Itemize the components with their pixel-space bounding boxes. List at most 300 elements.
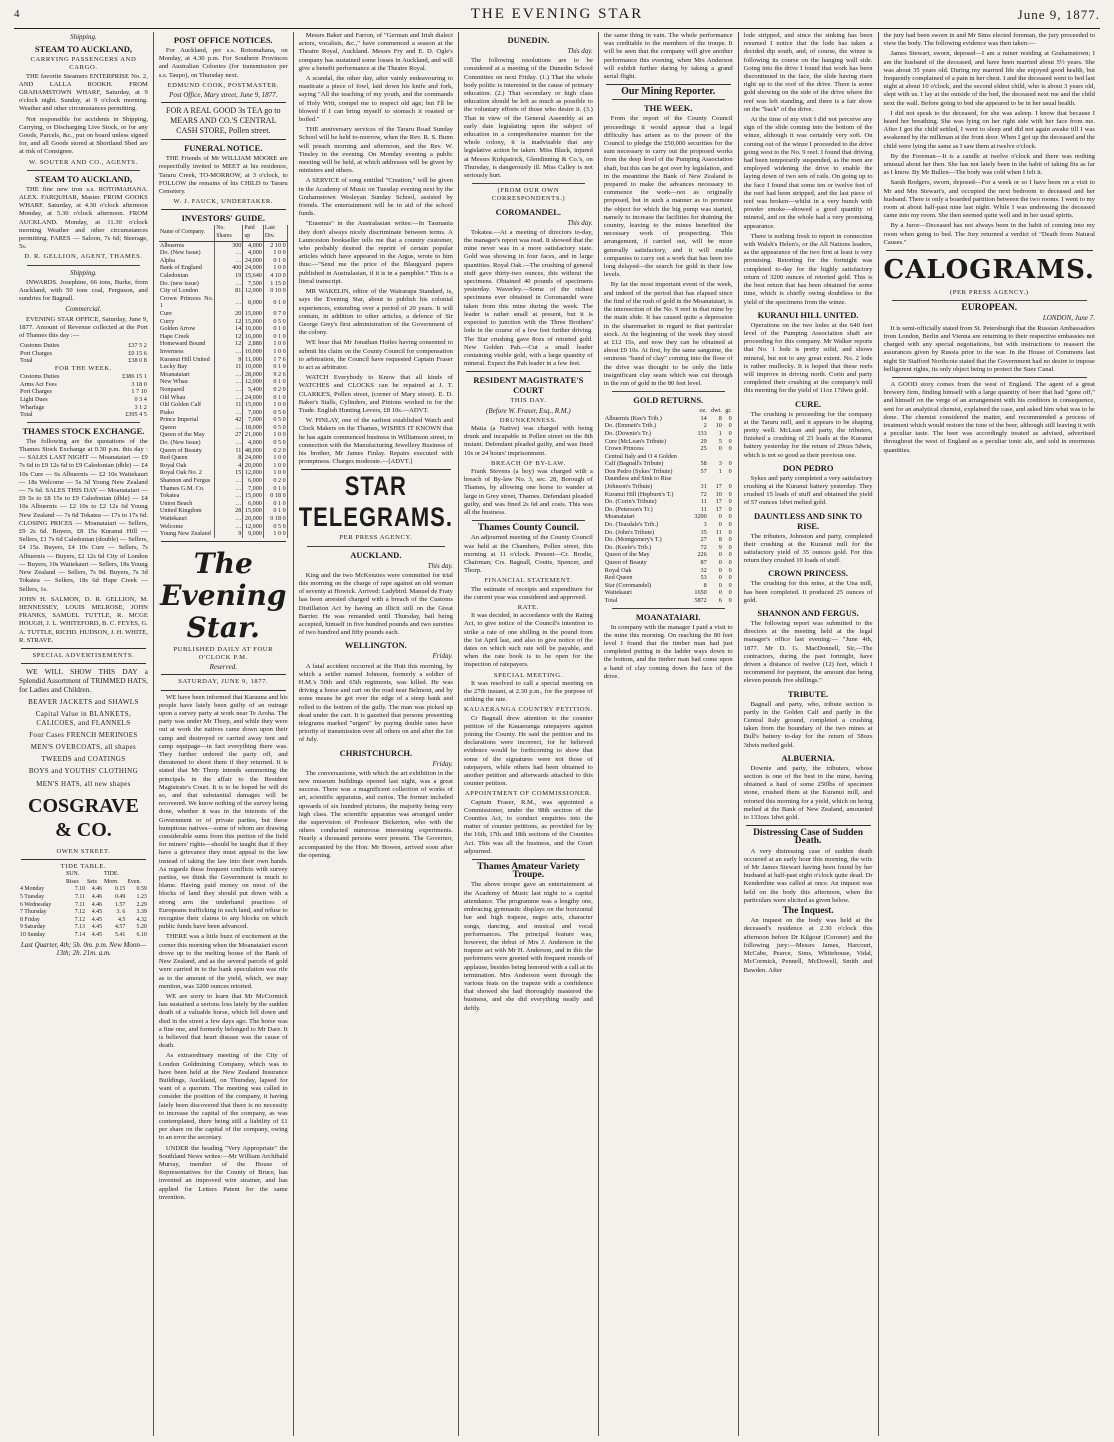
column-header: No. Shares [215, 225, 243, 241]
cell: dwt. [710, 407, 722, 415]
cell: 17 [715, 498, 722, 506]
cell: 0 [728, 483, 732, 491]
cell: 11 [700, 505, 707, 513]
auckland-day: This day. [427, 561, 453, 570]
cell: Wharfage [20, 403, 45, 411]
cell: gr. [725, 407, 732, 415]
table-row [159, 310, 287, 318]
cell: 0 [728, 596, 732, 604]
cell: 3 [718, 460, 722, 468]
cell: 0 [728, 505, 732, 513]
post-office-text: For Auckland, per s.s. Rotomahana, on Monday, at 4.30 p.m. For Southern Provinces and Australian Colonies (for transmission per s.s. Taupo), on Thursday next. [158, 47, 288, 79]
table-row [159, 394, 287, 402]
inquest-heading: The Inquest. [782, 906, 834, 917]
cell: 9 [718, 543, 722, 551]
cell: 1 0 0 [263, 348, 287, 356]
cell: £38 0 8 [128, 357, 147, 365]
cell: 12 [215, 340, 243, 348]
tribute-text: Bagnall and party, who, tribute section is partly in the Golden Calf and partly in the Central Italy ground, completed a crushing taken from the boundary of the two mines at Bull's battery to-day for the return of 58ozs 3dwts melted gold. [743, 700, 873, 749]
cell: 7.13 [74, 924, 86, 931]
coromandel-heading: COROMANDEL. [495, 206, 562, 217]
albuernia-text: Downie and party, the tributers, whose section is one of the best in the mine, having obtained a haul of some 250lbs of specimen stone, crushed them at the Kuranui mill, and retorted this morning for a yield, which on being melted at the Bank of New Zealand, amounted to 133ozs 1dwt gold. [743, 764, 873, 822]
cell: 14 [700, 414, 707, 422]
ad-line: MEN'S OVERCOATS, all shapes [30, 742, 137, 751]
paragraph: THE anniversary services of the Tararu Road Sunday School will be held to-morrow, when the Rev. R. S. Bunn will preach morning and afternoon, and the Rev. W. Tinsley in the evening. On Monday evening a public meeting will be held, at which addresses will be given by ministers and others. [298, 126, 453, 175]
cell: 0 [728, 445, 732, 453]
cell: 42 [215, 416, 243, 424]
cell [19, 879, 65, 887]
cell: 0 [728, 437, 732, 445]
county-text: Captain Fraser, R.M., was appointed a Commissioner, under the 98th section of the Counties Act, to conduct enquiries into the matter of counter petitions, as provided for by the 16th, 17th and 18th sections of the Counties Act. This was all the business, and the Court adjourned. [463, 798, 593, 855]
cell: 72 [700, 543, 707, 551]
cell: … [215, 477, 243, 485]
cell: 4 10 0 [263, 272, 287, 280]
calograms-heading: CALOGRAMS. [883, 255, 1095, 286]
funeral-heading: FUNERAL NOTICE. [184, 143, 263, 154]
cell: 5,400 [243, 386, 264, 394]
cell: 1.57 [115, 901, 126, 908]
table-row [159, 225, 287, 241]
cell: 4.46 [91, 886, 103, 893]
county-sub: APPOINTMENT OF COMMISSIONER. [464, 790, 592, 798]
table-row [604, 559, 733, 567]
star-telegrams-heading: STAR TELEGRAMS. [298, 471, 453, 533]
cell: £395 4 5 [125, 411, 147, 419]
cell: 9 [215, 356, 243, 364]
cell: 0 [728, 581, 732, 589]
county-sub: RATE. [517, 603, 539, 611]
editorial: As extraordinary meeting of the City of London Goldmining Company, which was to have been held at the New Zealand Insurance Buildings, Auckland, on Thursday, lapsed for want of a quorum. The meeting was called to consider the position of the company, it having lately been discovered that there is no necessity to increase the capital of the company, as was contemplated, there being still a liability of £1 per share on the capital of the company, owing to an error the secretary. [158, 1052, 288, 1142]
cell: 7.14 [74, 931, 86, 938]
cell [126, 871, 148, 879]
county-text: The estimate of receipts and expenditure for the current year was considered and approved. [463, 585, 593, 601]
cell: 5 Tuesday [20, 893, 45, 900]
editorial: WE are sorry to learn that Mr McCormick has sustained a serious loss lately by the sudden death of a valuable horse, which fell down and died in the street a few days ago. The horse was a fine one, and formerly belonged to Mr Dare. It is believed that heart disease was the cause of death. [158, 992, 288, 1050]
paragraph: By a Juror—Deceased has not always been in the habit of coming into my room when going to bed. The Jury returned a verdict of "Death from Natural Causes." [883, 222, 1095, 246]
cell: 0 [728, 498, 732, 506]
cell: 4,000 [243, 249, 264, 257]
rm-sub: DRUNKENNESS. [499, 416, 557, 424]
cell: Do. (Downie's Tr.) [604, 429, 651, 437]
cell: 0 1 0 [263, 500, 287, 508]
european-heading: EUROPEAN. [961, 303, 1018, 314]
cell: Do. (New Issue) [159, 249, 215, 257]
cell: Royal Oak No. 2 [159, 469, 215, 477]
watch-ad: WATCH Everybody to Know that all kinds of WATCHES and CLOCKS can be repaired at J. T. CLARKE'S, Pollen street, (corner of Mary street). E. D. Baker's Stalls, Cylinders, and Pinions worked in for the Trade. English Hunting Levers, £8 10s.—ADVT. [298, 374, 453, 414]
cell: Dauntless and Sink to Rise [604, 475, 672, 483]
reserved-line: Reserved. [209, 663, 237, 672]
cell: 58 [700, 460, 707, 468]
cell: Do. (Keefe's Trib.) [604, 543, 652, 551]
cell: 0 18 0 [263, 492, 287, 500]
per-press-agency: PER PRESS AGENCY. [339, 534, 413, 542]
cell: … [215, 409, 243, 417]
table-row [19, 357, 148, 365]
page-number: 4 [14, 8, 20, 20]
table-row [19, 411, 148, 419]
cell: Prince Imperial [159, 416, 215, 424]
steam2-heading: STEAM TO AUCKLAND, [34, 173, 133, 184]
column-5 [599, 32, 739, 1436]
cell: 4,000 [243, 241, 264, 249]
cell: 3 18 0 [131, 380, 147, 388]
cell: United Kingdom [159, 507, 215, 515]
cell: 0 2 0 [263, 477, 287, 485]
cell: 15 [215, 469, 243, 477]
post-office-sign: EDMUND COOK, POSTMASTER. [167, 81, 280, 89]
gold-returns-table [604, 407, 733, 604]
cell [723, 475, 733, 483]
cell: 7,000 [243, 485, 264, 493]
cell: New Whau [159, 378, 215, 386]
cell: 5.20 [136, 924, 147, 931]
troupe-text: The above troupe gave an entertainment at the Academy of Music last night to a capital attendance. The programme was a lengthy one, embracing gymnastic displays on the horizontal bar and high trapeze, negro acts, character songs, dancing, and musical and vocal performances. The principal feature was, however, the debut of Mrs J. Anderson in the trapeze act with Mr H. Anderson, and in this the performers were greeted with frequent rounds of applause, besides being honored with a call at its termination. Mrs Anderson went through the various feats on the trapeze with a confidence that showed she had thoroughly mastered the business, and she did everything neatly and deftly. [463, 881, 593, 1012]
table-row [604, 536, 733, 544]
inwards-text: INWARDS. Josephine, 66 tons, Burke, from Auckland, with 50 tons coal, Ferguson, and sundries for Bagnall. [19, 278, 148, 303]
published-line: PUBLISHED DAILY AT FOUR O'CLOCK P.M. [173, 645, 274, 661]
cell: 0 [728, 551, 732, 559]
table-row [604, 567, 733, 575]
dunedin-heading: DUNEDIN. [507, 35, 550, 45]
table-row [159, 416, 287, 424]
crown-princess-text: The crushing for this mine, at the Una mill, has been completed. It produced 25 ounces of gold. [743, 580, 873, 604]
cell: 1 [718, 429, 722, 437]
cell: 7 Thursday [20, 909, 47, 916]
county-council-heading: Thames County Council. [477, 523, 579, 534]
county-text: It was decided, in accordance with the Rating Act, to give notice of the Council's intention to strike a rate of one shilling in the pound from the 1st April last, and also to give notice of the dates on which such rate will be payable, and when the rate book is to be open for the inspection of ratepayers. [463, 612, 593, 669]
crown-princess-heading: CROWN PRINCESS. [768, 568, 848, 579]
cell: 0 1 0 [263, 295, 287, 310]
cell: 21,000 [243, 431, 264, 439]
cell: 5 [718, 437, 722, 445]
cell [708, 475, 723, 483]
table-row [604, 574, 733, 582]
cell: 4.45 [91, 924, 103, 931]
table-row [159, 272, 287, 280]
table-row [159, 454, 287, 462]
cell: oz. [699, 407, 707, 415]
table-row [159, 386, 287, 394]
table-row [604, 483, 733, 491]
cell: TIDE. [104, 871, 119, 878]
rm-text: Matia (a Native) was charged with being drunk and incapable in Pollen street on the 8th instant. Defendant pleaded guilty, and was fined 10s or 24 hours' imprisonment. [463, 424, 593, 457]
table-row [19, 381, 148, 389]
cell: Cure [159, 310, 215, 318]
cure-text: The crushing is proceeding for the company at the Tararu mill, and it appears to be shaping pretty well. McLean and party, the tributers, finished a crushing of 23 loads at the Kuranui battery yesterday for the return of 29ozs 5dwts, which is not so good as their previous one. [743, 410, 873, 459]
cell: 0 1 0 [263, 257, 287, 265]
table-row [159, 477, 287, 485]
cell: Kuranui Hill (Hepburn's T.) [604, 490, 674, 498]
cell: 10,000 [243, 363, 264, 371]
week-text: By far the most important event of the week, and indeed of the period that has elapsed since the find of the rush of gold in the Moanataiari, is the intersection of the No. 9 reef in that mine by the main slide. It has caused quite a depression in the sharemarket in regard to that particular stock. At the beginning of the week they stood at £12 15s, and now they can be obtained at about £9 10s. At first, by the same sanguine, the ominous "band of clay" coming into the floor of the drive was thought to be only the little insignificant clay seam which was cut through in the run of gold in the 80 feet level. [603, 281, 733, 387]
cell: 0 5 0 [263, 318, 287, 326]
cell: Cure (McLean's Tribute) [604, 437, 667, 445]
table-row [604, 453, 733, 461]
cell: 1 0 0 [263, 401, 287, 409]
cell: … [215, 523, 243, 531]
revenue-table-week [19, 373, 148, 419]
table-row [159, 356, 287, 364]
paragraph: James Stewart, sworn, deposed—I am a miner residing at Grahamstown; I am the husband of the deceased, and have been married about 5½ years. She was about 35 years old. During my married life she enjoyed good health, but frequently complained of a pain in her chest. I and the deceased went to bed last night at about 10 o'clock, and the second eldest child, who is about 3 years old, slept with us. I lay at the outside of the bed, the deceased next me and the child next the wall. Before going to bed she appeared to be in her usual health. [883, 50, 1095, 107]
cell: Moanataiari [604, 513, 635, 521]
cell: 12 [215, 333, 243, 341]
cell: 32 [700, 566, 707, 574]
cell: 0 [728, 460, 732, 468]
cell: 7.12 [74, 909, 86, 916]
rm-before: (Before W. Fraser, Esq., R.M.) [486, 406, 571, 415]
column-6 [739, 32, 879, 1436]
cell: 29 [700, 437, 707, 445]
cell: Red Queen [159, 454, 215, 462]
cell: Old Whau [159, 394, 215, 402]
cell: 0 1 0 [263, 325, 287, 333]
cell: Tokatea [159, 492, 215, 500]
paragraph: Sarah Rodgers, sworn, deposed—For a week or so I have been on a visit to Mr and Mrs Stewart's, and occupied the next bedroom to deceased and her husband. There is only a boarded partition between the two rooms. I went to my room at about half-past nine last night. While I was undressing the deceased came into my room. She then seemed quite well and in her usual spirits. [883, 179, 1095, 220]
cell: Arms Act Fees [20, 380, 57, 388]
cell: 4 [215, 462, 243, 470]
cell: 7,500 [243, 280, 264, 288]
european-text: It is semi-officially stated from St. Petersburgh that the Russian Ambassadors from London, Berlin and Vienna are returning to their respective embassies not charged with any special negotiations, but with instructions to reassert the assurances given by Russia prior to the war. In the House of Commons last night Sir Stafford Northcote stated that the Government had no desire to impose belligerent rights, its only object being to protect the Suez Canal. [883, 324, 1095, 373]
tea-ad: FOR A REAL GOOD 3s TEA go to MEARS AND CO.'S CENTRAL CASH STORE, Pollen street. [166, 106, 281, 136]
paragraph: Messrs Baker and Farron, of "German and Irish dialect actors, vocalists, &c.," have commenced a season at the Theatre Royal, Auckland. Messrs Fry and E. D. Ogle's company has sustained some losses in Auckland, and will give a benefit performance at the Theatre Royal. [298, 32, 453, 72]
cell: Morn. [104, 878, 119, 885]
broker-list: JOHN H. SALMON, D. R. GELLION, M. HENNESSEY, LOUIS MELROSE, JOHN FRANKS, SAMUEL TUTTLE, R. MCGE HOUGH, J. L. WHITEFORD, B. C. FEYES, G. A. TUTTLE, RICHD. HUDSON, J. H. WHITE, R. STRAVE. [19, 595, 148, 644]
county-sub: KAUAERANGA COUNTRY PETITION. [463, 706, 593, 714]
cell: (Johnson's Tribute) [604, 483, 653, 491]
cell: 1 7 10 [131, 388, 147, 396]
cell: Welcome [159, 523, 215, 531]
column-2 [154, 32, 294, 1436]
variety-troupe-heading: Thames Amateur Variety Troupe. [477, 862, 580, 881]
shipping2-heading: Shipping. [70, 268, 97, 277]
cell: … [215, 378, 243, 386]
table-row [604, 582, 733, 590]
investors-table [159, 225, 288, 537]
table-row [159, 241, 287, 249]
cell: 10,000 [243, 325, 264, 333]
table-row [159, 469, 287, 477]
table-row [159, 500, 287, 508]
steam2-agent: D. R. GELLION, AGENT, THAMES. [24, 253, 143, 261]
cell: Crown Princess [604, 445, 644, 453]
cell: 7,000 [243, 409, 264, 417]
cell: 3.39 [136, 909, 147, 916]
ad-line: MEN'S HATS, all new shapes [36, 779, 131, 788]
cell: 8 [215, 454, 243, 462]
sudden-death-heading: Distressing Case of Sudden Death. [753, 828, 864, 847]
cell: 0 [728, 543, 732, 551]
cell: 0 [718, 551, 722, 559]
cell: 28 [215, 507, 243, 515]
coromandel-day: This day. [567, 218, 593, 227]
cell: 6,000 [243, 477, 264, 485]
cell: … [215, 439, 243, 447]
cell: 1 0 0 [263, 469, 287, 477]
cell: Queen of the May [604, 551, 650, 559]
coromandel-text: Tokatea.—At a meeting of directors to-day, the manager's report was read. It showed that the mine never was in a more satisfactory state. Gold was showing in four faces, and in large quantities. Royal Oak.—The crushing of general stuff gave thirty-two ounces, this without the specimens. Obtained 40 pounds of specimens yesterday. Waverley.—Some of the richest specimens ever obtained in Coromandel were taken from this mine during the week. The leader is rather small at present, but it is expected to junction with the Three Brothers' lode in the course of a few feet further driving. The Star crushing gave 8ozs of retorted gold. New Golden Pah.—Cut a small leader containing visible gold, with a large quantity of mineral. Expect the Pah leader in a few feet. [463, 228, 593, 368]
cell: Do. (Montgomery's T.) [604, 536, 662, 544]
own-correspondents: (FROM OUR OWN CORRESPONDENTS.) [491, 187, 566, 203]
cell: 0 [728, 589, 732, 597]
cell: Calf (Bagnall's Tribute) [604, 460, 664, 468]
cell: 1 [718, 467, 722, 475]
cell: 6 Wednesday [20, 901, 52, 908]
table-row [159, 431, 287, 439]
ship-agent: W. SOUTER AND CO., AGENTS. [29, 158, 138, 166]
cell: 0 2 0 [263, 386, 287, 394]
tide-table [19, 871, 148, 939]
cell: Nonpareil [159, 386, 215, 394]
paragraph: the jury had been sworn in and Mr Sims elected foreman, the jury proceeded to view the body. The following evidence was then taken:— [883, 32, 1095, 48]
table-row [159, 485, 287, 493]
cell: 0 18 0 [263, 515, 287, 523]
table-row [604, 513, 733, 521]
cell: 12,000 [243, 469, 264, 477]
shannon-heading: SHANNON AND FERGUS. [757, 607, 859, 618]
paragraph: A scandal, the other day, after vainly endeavouring to masticate a piece of fowl, laid down his knife and fork, saying "All the teaching of my youth, and the commands of Holy Writ, compel me to respect old age; but I'll be blowed if I can bring myself to stomach it roasted or boiled." [298, 75, 453, 124]
cell: Young New Zealand [159, 530, 215, 538]
cell: Union Beach [159, 500, 215, 508]
tide-table-heading: TIDE TABLE. [60, 862, 107, 870]
stock-exchange-text: The following are the quotations of the Thames Stock Exchange at 0.30 p.m. this day :— SALES LAST NIGHT — Moanataiari — £9 7s 6d to £9 12s 6d to £9 Caledonian (dble) — £4 10s Cure — 6s Albuernis — £2 10s Waitekauri — 18s Welcome — 5s 3d Young New Zealand — 7s 6d. SALES THIS DAY — Moanataiari — £9 5s to £8 15s to £9 Caledonian (dble) — £4 10s Albuernis — £2 10s to £2 12s 6d Young New Zealand — 7s 6d Tokatea — 17s to 17s 6d. CLOSING PRICES — Moanataiari — Sellers, £9 2s 6d. Buyers, £8 15s Kuranui Hill — Sellers, £1 7s 6d Caledonian (double) — Sellers, £4 15s. Buyers, £4 10s Cure — Sellers, 7s Albuernis — Buyers, £2 12s 6d City of London — Buyers, 10s Waitekauri — Sellers, 18s Young New Zealand — Sellers, 7s 9d. Buyers, 7s 3d Tokatea — Sellers, 18s 6d Hape Creek — Sellers, 1s. [19, 437, 148, 593]
carrying-line: CARRYING PASSENGERS AND CARGO. [30, 56, 137, 72]
cell: 1 7 6 [263, 356, 287, 364]
don-pedro-heading: DON PEDRO [782, 462, 834, 473]
table-row [159, 409, 287, 417]
paragraph: There is nothing fresh to report in connection with Walsh's Helen's, or the All Nations leaders, as the appearance of the two first at least is very promising. Retorting for the fortnight was completed to-day for the highly satisfactory return of 3200 ounces of retorted gold. This is the best return that has been obtained for some time, which is chiefly owing doubtless to the yield of the specimens from the winze. [743, 232, 873, 306]
tribute-heading: TRIBUTE. [787, 688, 829, 699]
cell: 0 10 0 [263, 287, 287, 295]
wellington-heading: WELLINGTON. [344, 640, 407, 651]
table-row [19, 342, 148, 350]
cell: 0 5 0 [263, 439, 287, 447]
cell: 0 1 0 [263, 394, 287, 402]
cell: 4 Monday [20, 886, 45, 893]
table-row [19, 917, 148, 925]
cell: Port Charges [20, 388, 53, 396]
cell: 20,000 [243, 515, 264, 523]
cell: 11 [700, 498, 707, 506]
table-row [159, 401, 287, 409]
cell: 7.11 [74, 901, 86, 908]
cell: 1.23 [136, 893, 147, 900]
cell: 9 2 6 [263, 371, 287, 379]
cell: … [215, 280, 243, 288]
cell: 12 [215, 318, 243, 326]
shipping-heading: Shipping. [70, 33, 97, 41]
cell: 0 [728, 429, 732, 437]
christchurch-text: The conversazione, with which the art exhibition in the new museum buildings opened last night, was a great success. There was a magnificent collection of works of art, scientific apparatus, and curios. The former included upwards of six hundred pictures, the majority being very high class. The scientific apparatus was arranged under the supervision of Professor Bickerton, who with the others conducted numerous interesting experiments. Nearly a thousand persons were present. The Governor, accompanied by the Hon. Mr Bowen, arrived soon after the opening. [298, 769, 453, 859]
steam-heading: STEAM TO AUCKLAND, [34, 44, 133, 55]
cell: 400 [215, 264, 243, 272]
cell: 9 [215, 530, 243, 538]
table-row [159, 264, 287, 272]
paragraph: MR WAKELIN, editor of the Wairarapa Standard, is, says the Evening Star, about to publish his colonial experiences, extending over a period of 20 years. It will contain, in addition to other articles, a defence of Sir George Grey's first administration of the Government of the colony. [298, 288, 453, 337]
cell: 0 [728, 414, 732, 422]
cell: Do. (new issue) [159, 280, 215, 288]
auckland-heading: AUCKLAND. [350, 549, 402, 560]
owen-street: OWEN STREET. [56, 847, 111, 855]
cell: 0 [728, 559, 732, 566]
ship-note: Not responsible for accidents in Shipping, Carrying, or Discharging Live Stock, or for any Goods, Parcels, &c., put on board unless signed for, and all Goods stored at Shortland Shed are at risk of Consignee. [19, 115, 148, 156]
table-row [604, 460, 733, 468]
newspaper-title: THE EVENING STAR [470, 6, 644, 22]
paragraph: WE hear that Mr Jonathan Hoiles having consented to submit his claim on the County Council for compensation to arbitration, the Council have requested Captain Fraser to act as arbitrator. [298, 339, 453, 371]
cell: 0 [728, 528, 732, 536]
cell: 27 [215, 431, 243, 439]
cell: 8,000 [243, 295, 264, 310]
table-row [159, 424, 287, 432]
tide-note: Last Quarter, 4th; 5h. 0m. p.m. New Moon—13th; 2h. 21m. a.m. [20, 940, 147, 957]
cell: 12,000 [243, 287, 264, 295]
cell: Queen of the May [159, 431, 215, 439]
cell: Red Queen [604, 574, 633, 582]
cell: 0 5 0 [263, 424, 287, 432]
kuranui-heading: KURANUI HILL UNITED. [757, 309, 859, 320]
cell: … [215, 386, 243, 394]
commercial-text: EVENING STAR OFFICE, Saturday, June 9, 1877. Amount of Revenue collected at the Port of Thames this day :— [19, 315, 148, 340]
cell: Sets [87, 878, 97, 885]
paragraph: lode stripped, and since the sinking has been resumed I notice that the lode has taken a decided dip south, and, of course, the winze is following its course on the hanging wall side. Going into the drive I found that work has been discontinued in the face, the slide having risen right up to the roof of the drive. There is some gold showing on the side of the drive where the reef was left standing, and there is a fair show on the "back" of the drive. [743, 32, 873, 113]
week-label: FOR THE WEEK. [54, 365, 113, 373]
post-office-heading: POST OFFICE NOTICES. [173, 35, 273, 45]
week-text: From the report of the County Council proceedings it would appear that a legal difficulty has arisen as to the power of the Council to pledge the £50,000 securities for the sum necessary to carry out the proposed works from the deep level of the Pumping Association shaft, but this can be got over by legislation, and in the meantime the Bank of New Zealand is prepared to make the advances necessary to commence the work—not as originally proposed, but in such a manner as to promote the object for which the big pump was started, namely to increase the facilities for draining the country, leaving to the mines benefited the necessary work of prospecting. This arrangement, if carried out, will be more generally satisfactory, and it will enable companies to carry out a work that has been too long delayed—the search for gold in their low levels. [603, 115, 733, 279]
cell: 16,000 [243, 333, 264, 341]
table-row [159, 371, 287, 379]
cell: 0 5 0 [263, 409, 287, 417]
cell: 4.45 [91, 916, 103, 923]
stock-exchange-heading: THAMES STOCK EXCHANGE. [22, 425, 145, 436]
inquest-text: An inquest on the body was held at the deceased's residence at 2.30 o'clock this afternoon before Dr Kilgour (Coroner) and the following jury:—Messrs James, Harcourt, McCabe, Pearce, Sims, Whitehouse, Vidal, McCormick, Pennell, McDowell, Smith and Bawden. After [743, 917, 873, 974]
paragraph: At the time of my visit I did not perceive any sign of the slide coming into the bottom of the winze, although it was certainly very soft. On coming out of the winze I proceeded to the drive going west to the No. 9 reef. I found that driving had been temporarily suspended, as the men are employed widening the drive to enable the laying down of two sets of rails. On going up to the face I found that some ten or twelve feet of the reef had been stripped, and the last piece of reef was broken—whilst in a very bunch with powder smoke—showed a good quantity of mineral, and on the whole had a very promising appearance. [743, 116, 873, 230]
cell: 6.10 [136, 931, 147, 938]
cell: 0 1 0 [263, 333, 287, 341]
table-row [19, 404, 148, 412]
cell: 0.59 [136, 886, 147, 893]
cell: 1 0 0 [263, 462, 287, 470]
table-row [159, 249, 287, 257]
cell: … [215, 348, 243, 356]
cell: Alpha [159, 257, 215, 265]
column-4 [459, 32, 599, 1436]
table-row [19, 902, 148, 910]
ad-line: BOYS and YOUTHS' CLOTHING [28, 767, 139, 776]
cell: Total [20, 411, 33, 419]
cell: 0 [728, 536, 732, 544]
table-row [159, 515, 287, 523]
cell: Do. (Corin's Tribute) [604, 498, 657, 506]
table-row [604, 415, 733, 423]
ad-line: Four Cases FRENCH MERINOES [29, 730, 138, 739]
sudden-death-text: A very distressing case of sudden death occurred at an early hour this morning, the wife of Mr James Stewart having been found by her husband at half-past eight o'clock quite dead. Dr Kenderdine was called at once. An inquest was held on the body this afternoon, when the particulars were elicited as given below. [743, 847, 873, 904]
cell: 2 [703, 422, 707, 430]
cell: 8 Friday [20, 916, 40, 923]
cell: 28,000 [243, 371, 264, 379]
cell: 24,000 [243, 257, 264, 265]
cell: 0 [718, 566, 722, 574]
cell: 7.12 [74, 916, 86, 923]
cell: 11,000 [243, 356, 264, 364]
ad-line: BEAVER JACKETS and SHAWLS [28, 698, 139, 707]
cell: Kuranui Hill United [159, 356, 215, 364]
county-sub: FINANCIAL STATEMENT. [484, 577, 573, 585]
cell: 15,640 [243, 272, 264, 280]
cell: Do. (John's Tribute) [604, 528, 655, 536]
cell [19, 871, 65, 879]
column-1 [14, 32, 154, 1436]
cell: 10 Sunday [20, 931, 46, 938]
table-row [19, 350, 148, 358]
